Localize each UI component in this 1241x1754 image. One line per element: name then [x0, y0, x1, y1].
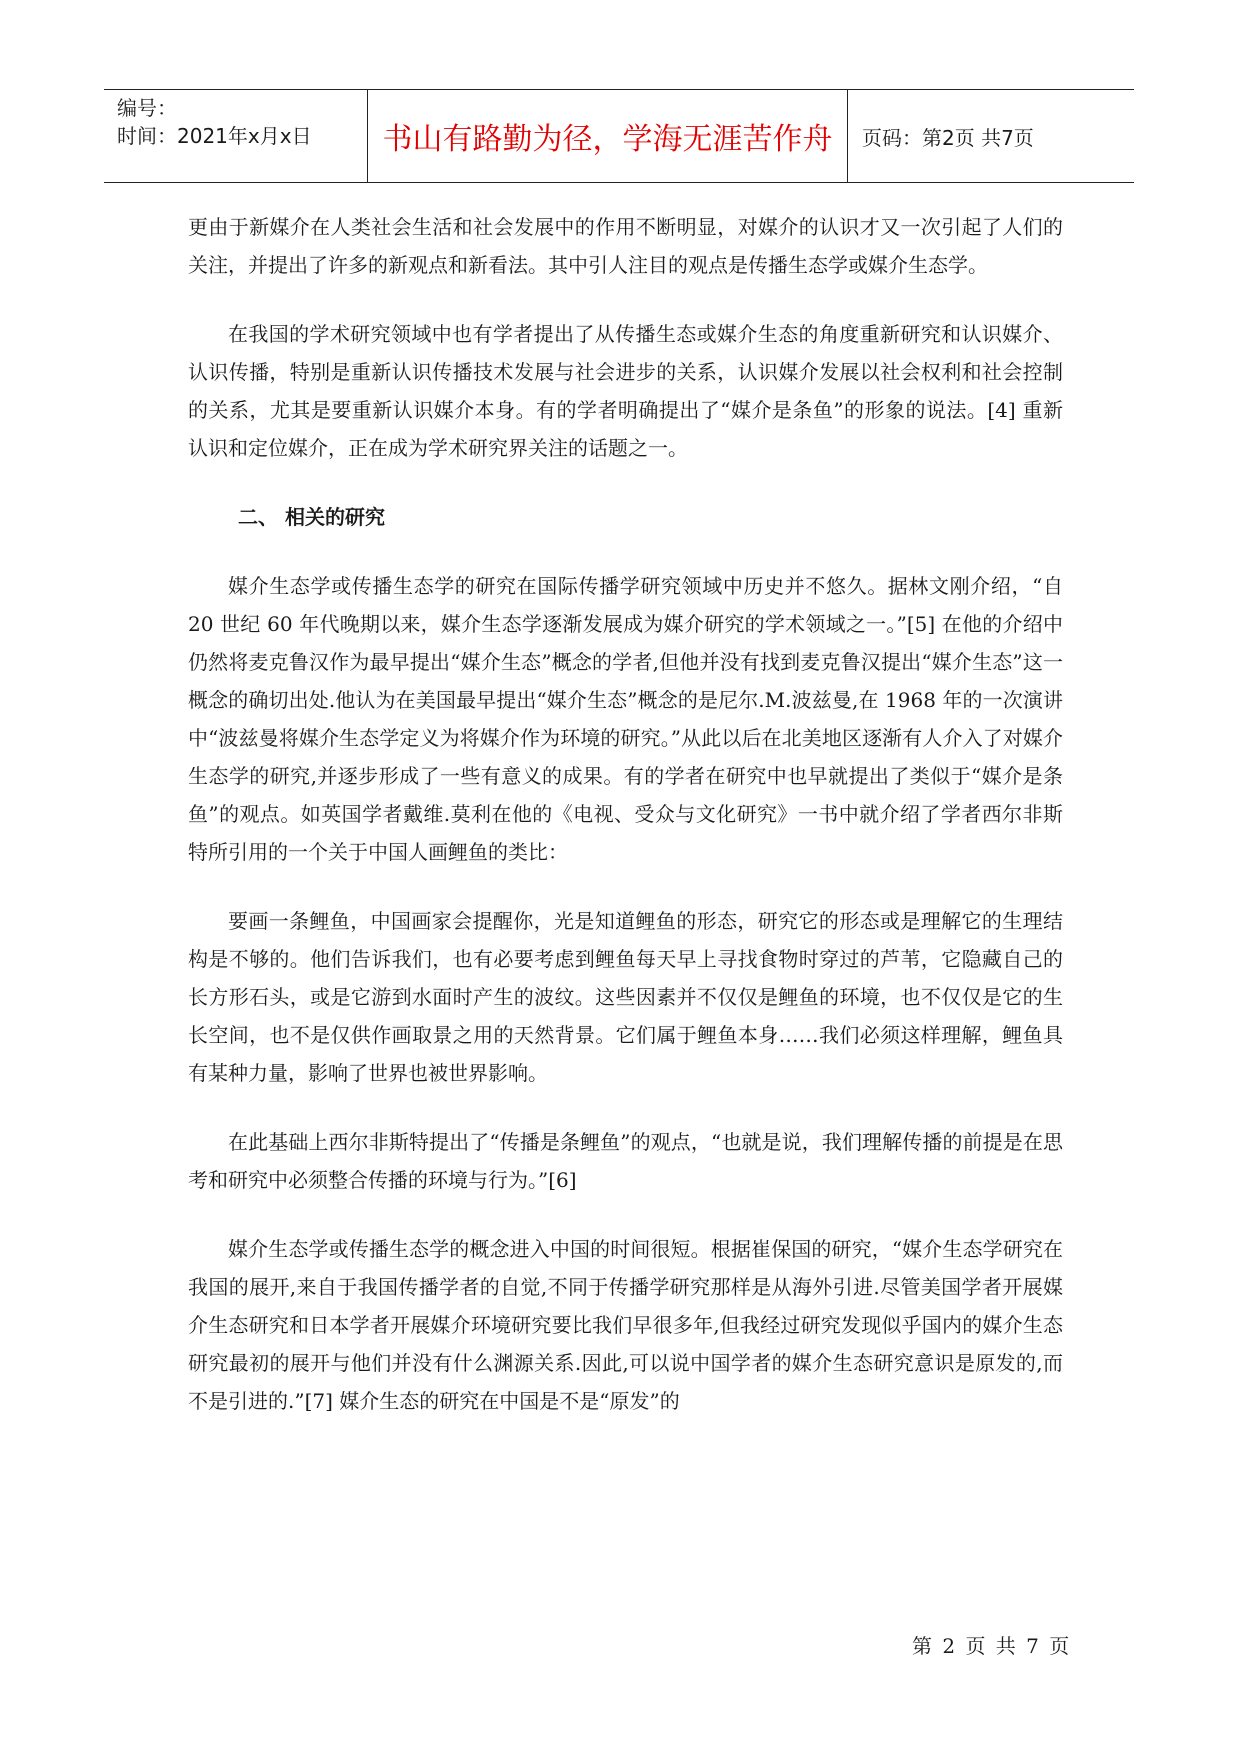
section-heading: 二、 相关的研究 [238, 505, 385, 529]
number-label: 编号： [117, 96, 177, 120]
header-right-cell [848, 90, 1134, 182]
paragraph-3: 媒介生态学或传播生态学的研究在国际传播学研究领域中历史并不悠久。据林文刚介绍，“自 20 世纪 60 年代晚期以来，媒介生态学逐渐发展成为媒介研究的学术领域之一。”[5] 在他的介绍中仍然将麦克鲁汉作为最早提出“媒介生态”概念的学者,但他并没有找到麦克鲁汉提出“媒介生态”这一概念的确切出处.他认为在美国最早提出“媒介生态”概念的是尼尔.M.波兹曼,在 1968 年的一次演讲中“波兹曼将媒介生态学定义为将媒介作为环境的研究。”从此以后在北美地区逐渐有人介入了对媒介生态学的研究,并逐步形成了一些有意义的成果。有的学者在研究中也早就提出了类似于“媒介是条鱼”的观点。如英国学者戴维.莫利在他的《电视、受众与文化研究》一书中就介绍了学者西尔非斯特所引用的一个关于中国人画鲤鱼的类比： [188, 574, 1063, 864]
block-quote: 要画一条鲤鱼，中国画家会提醒你，光是知道鲤鱼的形态，研究它的形态或是理解它的生理结构是不够的。他们告诉我们，也有必要考虑到鲤鱼每天早上寻找食物时穿过的芦苇，它隐藏自己的长方形石头，或是它游到水面时产生的波纹。这些因素并不仅仅是鲤鱼的环境，也不仅仅是它的生长空间，也不是仅供作画取景之用的天然背景。它们属于鲤鱼本身……我们必须这样理解，鲤鱼具有某种力量，影响了世界也被世界影响。 [188, 909, 1063, 1085]
header-page-label: 页码：第2页 共7页 [862, 125, 1034, 150]
motto-text: 书山有路勤为径，学海无涯苦作舟 [382, 122, 833, 157]
document-body [188, 208, 1063, 1451]
header-motto-cell [368, 90, 848, 182]
paragraph-1: 更由于新媒介在人类社会生活和社会发展中的作用不断明显，对媒介的认识才又一次引起了人们的关注，并提出了许多的新观点和新看法。其中引人注目的观点是传播生态学或媒介生态学。 [188, 215, 1063, 277]
paragraph-2: 在我国的学术研究领域中也有学者提出了从传播生态或媒介生态的角度重新研究和认识媒介、认识传播，特别是重新认识传播技术发展与社会进步的关系，认识媒介发展以社会权利和社会控制的关系，尤其是要重新认识媒介本身。有的学者明确提出了“媒介是条鱼”的形象的说法。[4] 重新认识和定位媒介，正在成为学术研究界关注的话题之一。 [188, 322, 1063, 460]
footer-page-number: 第 2 页 共 7 页 [912, 1634, 1072, 1658]
header-left-cell [104, 90, 368, 182]
paragraph-5: 在此基础上西尔非斯特提出了“传播是条鲤鱼”的观点，“也就是说，我们理解传播的前提是在思考和研究中必须整合传播的环境与行为。”[6] [188, 1130, 1063, 1192]
page-header [104, 89, 1134, 183]
page-footer [912, 1630, 1071, 1659]
time-label: 时间：2021年x月x日 [117, 124, 312, 148]
paragraph-6: 媒介生态学或传播生态学的概念进入中国的时间很短。根据崔保国的研究，“媒介生态学研究在我国的展开,来自于我国传播学者的自觉,不同于传播学研究那样是从海外引进.尽管美国学者开展媒介生态研究和日本学者开展媒介环境研究要比我们早很多年,但我经过研究发现似乎国内的媒介生态研究最初的展开与他们并没有什么渊源关系.因此,可以说中国学者的媒介生态研究意识是原发的,而不是引进的.”[7] 媒介生态的研究在中国是不是“原发”的 [188, 1237, 1063, 1413]
